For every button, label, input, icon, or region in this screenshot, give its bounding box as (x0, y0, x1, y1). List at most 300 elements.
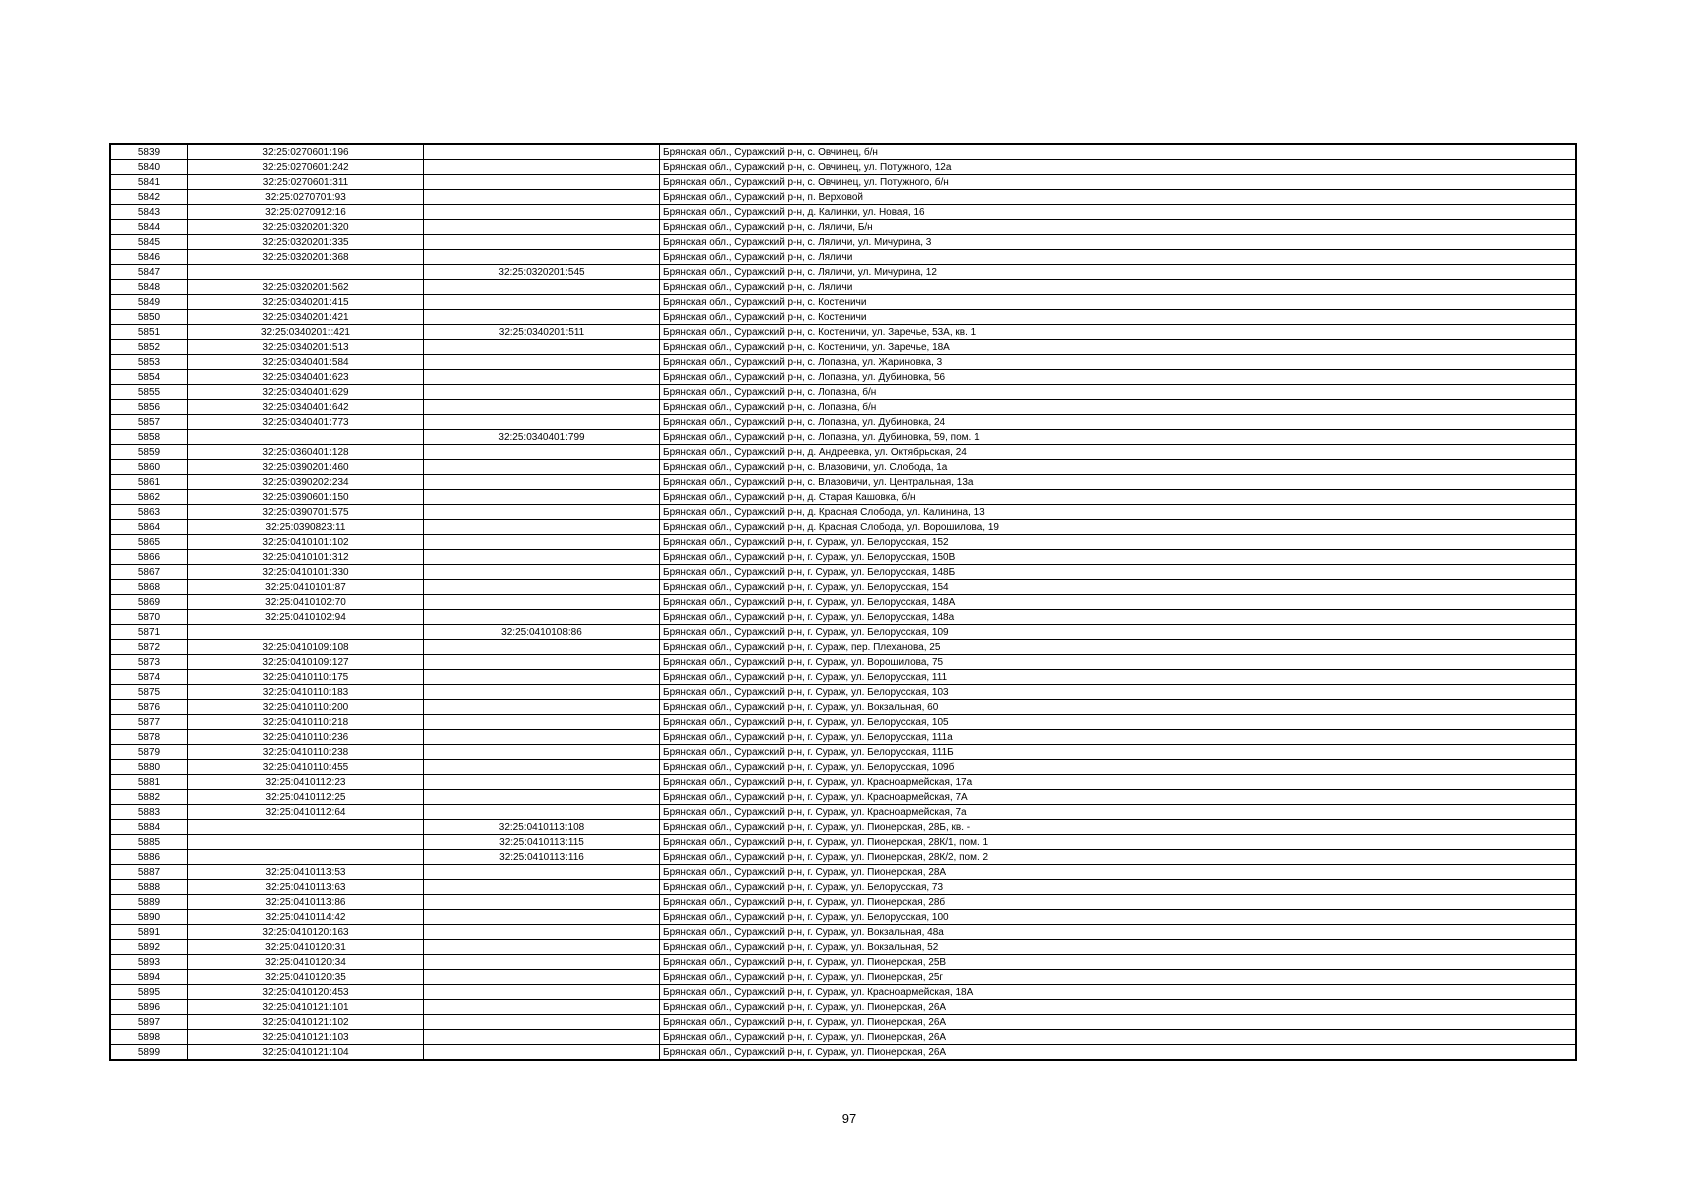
cadastral-number-cell (188, 265, 424, 280)
table-row (110, 850, 1576, 865)
cadastral-number-cell: 32:25:0410120:163 (188, 925, 424, 940)
address-cell: Брянская обл., Суражский р-н, г. Сураж, ул. Красноармейская, 18А (660, 985, 1577, 1000)
cadastral-number-2-cell (424, 355, 660, 370)
cadastral-number-cell: 32:25:0410110:218 (188, 715, 424, 730)
table-row (110, 685, 1576, 700)
address-cell: Брянская обл., Суражский р-н, с. Влазовичи, ул. Центральная, 13а (660, 475, 1577, 490)
table-row (110, 295, 1576, 310)
table-row (110, 565, 1576, 580)
cadastral-number-cell: 32:25:0340401:584 (188, 355, 424, 370)
cadastral-number-2-cell (424, 505, 660, 520)
cadastral-number-cell: 32:25:0320201:320 (188, 220, 424, 235)
table-row (110, 355, 1576, 370)
address-cell: Брянская обл., Суражский р-н, г. Сураж, ул. Пионерская, 26А (660, 1045, 1577, 1061)
cadastral-number-cell: 32:25:0320201:562 (188, 280, 424, 295)
cadastral-number-cell: 32:25:0270601:311 (188, 175, 424, 190)
address-cell: Брянская обл., Суражский р-н, д. Красная Слобода, ул. Ворошилова, 19 (660, 520, 1577, 535)
cadastral-number-2-cell (424, 460, 660, 475)
table-row (110, 880, 1576, 895)
table-row (110, 925, 1576, 940)
cadastral-number-cell: 32:25:0410120:31 (188, 940, 424, 955)
address-cell: Брянская обл., Суражский р-н, г. Сураж, ул. Белорусская, 150В (660, 550, 1577, 565)
row-number-cell: 5874 (110, 670, 188, 685)
cadastral-number-cell: 32:25:0410110:175 (188, 670, 424, 685)
cadastral-number-cell: 32:25:0360401:128 (188, 445, 424, 460)
table-row (110, 385, 1576, 400)
cadastral-number-2-cell (424, 160, 660, 175)
cadastral-number-cell: 32:25:0340401:623 (188, 370, 424, 385)
row-number-cell: 5877 (110, 715, 188, 730)
cadastral-number-2-cell (424, 670, 660, 685)
cadastral-number-cell: 32:25:0340201::421 (188, 325, 424, 340)
address-cell: Брянская обл., Суражский р-н, г. Сураж, ул. Белорусская, 73 (660, 880, 1577, 895)
row-number-cell: 5847 (110, 265, 188, 280)
row-number-cell: 5888 (110, 880, 188, 895)
cadastral-number-cell: 32:25:0410121:103 (188, 1030, 424, 1045)
row-number-cell: 5851 (110, 325, 188, 340)
address-cell: Брянская обл., Суражский р-н, г. Сураж, ул. Красноармейская, 7А (660, 790, 1577, 805)
cadastral-number-cell (188, 625, 424, 640)
cadastral-number-cell: 32:25:0410110:238 (188, 745, 424, 760)
address-cell: Брянская обл., Суражский р-н, г. Сураж, ул. Белорусская, 109 (660, 625, 1577, 640)
cadastral-number-cell: 32:25:0410101:330 (188, 565, 424, 580)
cadastral-number-2-cell (424, 190, 660, 205)
table-row (110, 160, 1576, 175)
cadastral-number-2-cell (424, 1045, 660, 1061)
cadastral-number-2-cell: 32:25:0340401:799 (424, 430, 660, 445)
cadastral-number-cell: 32:25:0270701:93 (188, 190, 424, 205)
table-row (110, 415, 1576, 430)
table-row (110, 670, 1576, 685)
cadastral-number-2-cell (424, 700, 660, 715)
cadastral-number-cell: 32:25:0270601:196 (188, 144, 424, 160)
row-number-cell: 5894 (110, 970, 188, 985)
cadastral-number-2-cell (424, 205, 660, 220)
table-row (110, 970, 1576, 985)
row-number-cell: 5844 (110, 220, 188, 235)
cadastral-number-2-cell (424, 775, 660, 790)
cadastral-number-2-cell (424, 295, 660, 310)
cadastral-number-cell: 32:25:0410109:108 (188, 640, 424, 655)
address-cell: Брянская обл., Суражский р-н, г. Сураж, ул. Белорусская, 100 (660, 910, 1577, 925)
cadastral-number-2-cell (424, 925, 660, 940)
cadastral-number-cell: 32:25:0390202:234 (188, 475, 424, 490)
row-number-cell: 5865 (110, 535, 188, 550)
cadastral-number-2-cell (424, 1000, 660, 1015)
row-number-cell: 5849 (110, 295, 188, 310)
cadastral-number-2-cell (424, 310, 660, 325)
address-cell: Брянская обл., Суражский р-н, г. Сураж, ул. Белорусская, 148Б (660, 565, 1577, 580)
cadastral-table-body (110, 144, 1576, 1060)
table-row (110, 310, 1576, 325)
address-cell: Брянская обл., Суражский р-н, г. Сураж, ул. Пионерская, 28К/2, пом. 2 (660, 850, 1577, 865)
table-row (110, 580, 1576, 595)
cadastral-number-2-cell (424, 880, 660, 895)
address-cell: Брянская обл., Суражский р-н, г. Сураж, ул. Вокзальная, 48а (660, 925, 1577, 940)
address-cell: Брянская обл., Суражский р-н, с. Овчинец, ул. Потужного, б/н (660, 175, 1577, 190)
table-row (110, 895, 1576, 910)
cadastral-number-2-cell: 32:25:0320201:545 (424, 265, 660, 280)
cadastral-number-2-cell (424, 790, 660, 805)
cadastral-number-cell: 32:25:0410121:102 (188, 1015, 424, 1030)
cadastral-number-cell: 32:25:0410109:127 (188, 655, 424, 670)
address-cell: Брянская обл., Суражский р-н, с. Лопазна, ул. Дубиновка, 56 (660, 370, 1577, 385)
address-cell: Брянская обл., Суражский р-н, г. Сураж, пер. Плеханова, 25 (660, 640, 1577, 655)
cadastral-number-cell: 32:25:0390201:460 (188, 460, 424, 475)
table-row (110, 820, 1576, 835)
cadastral-number-2-cell (424, 655, 660, 670)
table-row (110, 445, 1576, 460)
table-row (110, 205, 1576, 220)
cadastral-number-cell: 32:25:0410110:455 (188, 760, 424, 775)
address-cell: Брянская обл., Суражский р-н, д. Калинки, ул. Новая, 16 (660, 205, 1577, 220)
address-cell: Брянская обл., Суражский р-н, г. Сураж, ул. Вокзальная, 60 (660, 700, 1577, 715)
cadastral-number-cell (188, 820, 424, 835)
address-cell: Брянская обл., Суражский р-н, г. Сураж, ул. Белорусская, 152 (660, 535, 1577, 550)
address-cell: Брянская обл., Суражский р-н, г. Сураж, ул. Белорусская, 111а (660, 730, 1577, 745)
cadastral-number-cell: 32:25:0340201:421 (188, 310, 424, 325)
cadastral-number-2-cell (424, 235, 660, 250)
cadastral-number-2-cell (424, 760, 660, 775)
row-number-cell: 5884 (110, 820, 188, 835)
cadastral-number-2-cell (424, 895, 660, 910)
address-cell: Брянская обл., Суражский р-н, с. Ляличи (660, 250, 1577, 265)
row-number-cell: 5885 (110, 835, 188, 850)
row-number-cell: 5898 (110, 1030, 188, 1045)
address-cell: Брянская обл., Суражский р-н, с. Костеничи, ул. Заречье, 18А (660, 340, 1577, 355)
row-number-cell: 5875 (110, 685, 188, 700)
cadastral-number-2-cell (424, 415, 660, 430)
cadastral-number-cell: 32:25:0410102:70 (188, 595, 424, 610)
row-number-cell: 5897 (110, 1015, 188, 1030)
address-cell: Брянская обл., Суражский р-н, с. Овчинец, ул. Потужного, 12а (660, 160, 1577, 175)
cadastral-number-cell: 32:25:0270601:242 (188, 160, 424, 175)
row-number-cell: 5853 (110, 355, 188, 370)
address-cell: Брянская обл., Суражский р-н, г. Сураж, ул. Белорусская, 148А (660, 595, 1577, 610)
address-cell: Брянская обл., Суражский р-н, г. Сураж, ул. Белорусская, 154 (660, 580, 1577, 595)
table-row (110, 460, 1576, 475)
cadastral-number-2-cell (424, 970, 660, 985)
cadastral-number-2-cell (424, 730, 660, 745)
cadastral-number-cell (188, 835, 424, 850)
row-number-cell: 5891 (110, 925, 188, 940)
table-row (110, 190, 1576, 205)
cadastral-number-2-cell (424, 865, 660, 880)
address-cell: Брянская обл., Суражский р-н, г. Сураж, ул. Белорусская, 109б (660, 760, 1577, 775)
cadastral-number-cell: 32:25:0410121:104 (188, 1045, 424, 1061)
address-cell: Брянская обл., Суражский р-н, с. Костеничи (660, 295, 1577, 310)
row-number-cell: 5887 (110, 865, 188, 880)
table-row (110, 595, 1576, 610)
address-cell: Брянская обл., Суражский р-н, с. Лопазна, б/н (660, 385, 1577, 400)
table-row (110, 370, 1576, 385)
cadastral-number-cell: 32:25:0410110:200 (188, 700, 424, 715)
row-number-cell: 5895 (110, 985, 188, 1000)
cadastral-table (109, 143, 1577, 1061)
row-number-cell: 5870 (110, 610, 188, 625)
row-number-cell: 5890 (110, 910, 188, 925)
table-row (110, 505, 1576, 520)
cadastral-number-cell: 32:25:0410114:42 (188, 910, 424, 925)
row-number-cell: 5859 (110, 445, 188, 460)
table-row (110, 280, 1576, 295)
table-row (110, 865, 1576, 880)
row-number-cell: 5876 (110, 700, 188, 715)
row-number-cell: 5882 (110, 790, 188, 805)
table-row (110, 910, 1576, 925)
address-cell: Брянская обл., Суражский р-н, с. Ляличи (660, 280, 1577, 295)
row-number-cell: 5857 (110, 415, 188, 430)
row-number-cell: 5841 (110, 175, 188, 190)
table-row (110, 520, 1576, 535)
row-number-cell: 5840 (110, 160, 188, 175)
row-number-cell: 5879 (110, 745, 188, 760)
row-number-cell: 5854 (110, 370, 188, 385)
row-number-cell: 5855 (110, 385, 188, 400)
row-number-cell: 5850 (110, 310, 188, 325)
cadastral-number-cell: 32:25:0410113:86 (188, 895, 424, 910)
address-cell: Брянская обл., Суражский р-н, г. Сураж, ул. Красноармейская, 7а (660, 805, 1577, 820)
row-number-cell: 5883 (110, 805, 188, 820)
cadastral-number-cell: 32:25:0340401:773 (188, 415, 424, 430)
table-row (110, 760, 1576, 775)
address-cell: Брянская обл., Суражский р-н, г. Сураж, ул. Пионерская, 25В (660, 955, 1577, 970)
address-cell: Брянская обл., Суражский р-н, г. Сураж, ул. Белорусская, 103 (660, 685, 1577, 700)
address-cell: Брянская обл., Суражский р-н, г. Сураж, ул. Пионерская, 26А (660, 1030, 1577, 1045)
cadastral-number-2-cell (424, 535, 660, 550)
table-row (110, 1030, 1576, 1045)
table-row (110, 265, 1576, 280)
cadastral-number-2-cell (424, 985, 660, 1000)
table-row (110, 550, 1576, 565)
cadastral-number-cell: 32:25:0340401:629 (188, 385, 424, 400)
row-number-cell: 5842 (110, 190, 188, 205)
table-row (110, 235, 1576, 250)
row-number-cell: 5858 (110, 430, 188, 445)
row-number-cell: 5860 (110, 460, 188, 475)
row-number-cell: 5862 (110, 490, 188, 505)
cadastral-number-2-cell (424, 475, 660, 490)
cadastral-number-2-cell (424, 1015, 660, 1030)
cadastral-number-2-cell (424, 144, 660, 160)
cadastral-number-cell: 32:25:0410121:101 (188, 1000, 424, 1015)
cadastral-number-cell: 32:25:0410110:183 (188, 685, 424, 700)
cadastral-number-2-cell: 32:25:0410108:86 (424, 625, 660, 640)
row-number-cell: 5899 (110, 1045, 188, 1061)
cadastral-number-cell: 32:25:0410113:63 (188, 880, 424, 895)
table-row (110, 490, 1576, 505)
row-number-cell: 5867 (110, 565, 188, 580)
table-row (110, 955, 1576, 970)
row-number-cell: 5880 (110, 760, 188, 775)
row-number-cell: 5886 (110, 850, 188, 865)
address-cell: Брянская обл., Суражский р-н, г. Сураж, ул. Пионерская, 28Б, кв. - (660, 820, 1577, 835)
address-cell: Брянская обл., Суражский р-н, г. Сураж, ул. Вокзальная, 52 (660, 940, 1577, 955)
table-row (110, 805, 1576, 820)
cadastral-number-2-cell (424, 745, 660, 760)
cadastral-number-cell: 32:25:0340401:642 (188, 400, 424, 415)
address-cell: Брянская обл., Суражский р-н, д. Старая Кашовка, б/н (660, 490, 1577, 505)
cadastral-number-cell: 32:25:0390823:11 (188, 520, 424, 535)
address-cell: Брянская обл., Суражский р-н, г. Сураж, ул. Пионерская, 28А (660, 865, 1577, 880)
address-cell: Брянская обл., Суражский р-н, с. Ляличи, ул. Мичурина, 12 (660, 265, 1577, 280)
cadastral-number-2-cell (424, 565, 660, 580)
address-cell: Брянская обл., Суражский р-н, с. Ляличи, ул. Мичурина, 3 (660, 235, 1577, 250)
table-row (110, 655, 1576, 670)
address-cell: Брянская обл., Суражский р-н, с. Влазовичи, ул. Слобода, 1а (660, 460, 1577, 475)
row-number-cell: 5845 (110, 235, 188, 250)
address-cell: Брянская обл., Суражский р-н, с. Лопазна, ул. Дубиновка, 59, пом. 1 (660, 430, 1577, 445)
cadastral-number-2-cell (424, 370, 660, 385)
cadastral-number-2-cell (424, 1030, 660, 1045)
table-row (110, 640, 1576, 655)
address-cell: Брянская обл., Суражский р-н, г. Сураж, ул. Пионерская, 26А (660, 1015, 1577, 1030)
row-number-cell: 5864 (110, 520, 188, 535)
cadastral-number-cell: 32:25:0410102:94 (188, 610, 424, 625)
row-number-cell: 5846 (110, 250, 188, 265)
cadastral-number-cell: 32:25:0410112:25 (188, 790, 424, 805)
table-row (110, 790, 1576, 805)
cadastral-number-2-cell (424, 250, 660, 265)
table-row (110, 1015, 1576, 1030)
cadastral-number-cell: 32:25:0410120:34 (188, 955, 424, 970)
address-cell: Брянская обл., Суражский р-н, г. Сураж, ул. Пионерская, 28К/1, пом. 1 (660, 835, 1577, 850)
table-row (110, 715, 1576, 730)
cadastral-number-2-cell: 32:25:0410113:108 (424, 820, 660, 835)
cadastral-number-2-cell: 32:25:0410113:115 (424, 835, 660, 850)
cadastral-number-2-cell: 32:25:0410113:116 (424, 850, 660, 865)
address-cell: Брянская обл., Суражский р-н, с. Лопазна, б/н (660, 400, 1577, 415)
cadastral-number-2-cell: 32:25:0340201:511 (424, 325, 660, 340)
cadastral-number-cell: 32:25:0320201:335 (188, 235, 424, 250)
cadastral-number-2-cell (424, 715, 660, 730)
row-number-cell: 5893 (110, 955, 188, 970)
table-row (110, 400, 1576, 415)
cadastral-number-cell: 32:25:0410110:236 (188, 730, 424, 745)
cadastral-number-2-cell (424, 175, 660, 190)
cadastral-number-cell: 32:25:0320201:368 (188, 250, 424, 265)
row-number-cell: 5892 (110, 940, 188, 955)
cadastral-number-cell: 32:25:0410113:53 (188, 865, 424, 880)
row-number-cell: 5852 (110, 340, 188, 355)
address-cell: Брянская обл., Суражский р-н, с. Костеничи (660, 310, 1577, 325)
address-cell: Брянская обл., Суражский р-н, г. Сураж, ул. Ворошилова, 75 (660, 655, 1577, 670)
cadastral-number-2-cell (424, 550, 660, 565)
address-cell: Брянская обл., Суражский р-н, г. Сураж, ул. Белорусская, 105 (660, 715, 1577, 730)
cadastral-number-2-cell (424, 280, 660, 295)
table-row (110, 625, 1576, 640)
address-cell: Брянская обл., Суражский р-н, п. Верховой (660, 190, 1577, 205)
row-number-cell: 5848 (110, 280, 188, 295)
row-number-cell: 5872 (110, 640, 188, 655)
cadastral-number-2-cell (424, 385, 660, 400)
row-number-cell: 5861 (110, 475, 188, 490)
cadastral-number-2-cell (424, 580, 660, 595)
cadastral-number-2-cell (424, 220, 660, 235)
cadastral-number-2-cell (424, 640, 660, 655)
row-number-cell: 5889 (110, 895, 188, 910)
table-row (110, 1000, 1576, 1015)
row-number-cell: 5868 (110, 580, 188, 595)
cadastral-number-2-cell (424, 805, 660, 820)
cadastral-number-2-cell (424, 910, 660, 925)
table-row (110, 250, 1576, 265)
row-number-cell: 5856 (110, 400, 188, 415)
table-row (110, 325, 1576, 340)
cadastral-number-cell: 32:25:0340201:415 (188, 295, 424, 310)
cadastral-number-cell: 32:25:0410120:35 (188, 970, 424, 985)
cadastral-number-2-cell (424, 340, 660, 355)
address-cell: Брянская обл., Суражский р-н, г. Сураж, ул. Белорусская, 111Б (660, 745, 1577, 760)
row-number-cell: 5869 (110, 595, 188, 610)
table-row (110, 610, 1576, 625)
table-row (110, 475, 1576, 490)
cadastral-number-2-cell (424, 685, 660, 700)
table-row (110, 730, 1576, 745)
address-cell: Брянская обл., Суражский р-н, д. Красная Слобода, ул. Калинина, 13 (660, 505, 1577, 520)
cadastral-number-2-cell (424, 610, 660, 625)
cadastral-number-2-cell (424, 400, 660, 415)
row-number-cell: 5839 (110, 144, 188, 160)
address-cell: Брянская обл., Суражский р-н, г. Сураж, ул. Красноармейская, 17а (660, 775, 1577, 790)
row-number-cell: 5896 (110, 1000, 188, 1015)
table-row (110, 745, 1576, 760)
table-row (110, 1045, 1576, 1061)
cadastral-number-cell: 32:25:0410112:64 (188, 805, 424, 820)
address-cell: Брянская обл., Суражский р-н, г. Сураж, ул. Пионерская, 25г (660, 970, 1577, 985)
table-row (110, 175, 1576, 190)
table-row (110, 220, 1576, 235)
row-number-cell: 5863 (110, 505, 188, 520)
cadastral-number-2-cell (424, 445, 660, 460)
cadastral-number-cell (188, 850, 424, 865)
address-cell: Брянская обл., Суражский р-н, с. Лопазна, ул. Дубиновка, 24 (660, 415, 1577, 430)
cadastral-number-cell: 32:25:0410112:23 (188, 775, 424, 790)
address-cell: Брянская обл., Суражский р-н, д. Андреевка, ул. Октябрьская, 24 (660, 445, 1577, 460)
cadastral-number-cell: 32:25:0390701:575 (188, 505, 424, 520)
table-row (110, 535, 1576, 550)
address-cell: Брянская обл., Суражский р-н, г. Сураж, ул. Пионерская, 26А (660, 1000, 1577, 1015)
cadastral-number-2-cell (424, 520, 660, 535)
cadastral-number-cell: 32:25:0410101:87 (188, 580, 424, 595)
address-cell: Брянская обл., Суражский р-н, с. Лопазна, ул. Жариновка, 3 (660, 355, 1577, 370)
page-number: 97 (841, 1111, 857, 1126)
table-row (110, 985, 1576, 1000)
address-cell: Брянская обл., Суражский р-н, г. Сураж, ул. Белорусская, 148а (660, 610, 1577, 625)
address-cell: Брянская обл., Суражский р-н, с. Костеничи, ул. Заречье, 53А, кв. 1 (660, 325, 1577, 340)
cadastral-number-2-cell (424, 595, 660, 610)
address-cell: Брянская обл., Суражский р-н, г. Сураж, ул. Пионерская, 28б (660, 895, 1577, 910)
cadastral-number-cell: 32:25:0270912:16 (188, 205, 424, 220)
cadastral-number-cell: 32:25:0410101:102 (188, 535, 424, 550)
cadastral-number-cell: 32:25:0390601:150 (188, 490, 424, 505)
cadastral-number-cell: 32:25:0340201:513 (188, 340, 424, 355)
table-row (110, 835, 1576, 850)
row-number-cell: 5866 (110, 550, 188, 565)
address-cell: Брянская обл., Суражский р-н, г. Сураж, ул. Белорусская, 111 (660, 670, 1577, 685)
table-row (110, 940, 1576, 955)
address-cell: Брянская обл., Суражский р-н, с. Овчинец, б/н (660, 144, 1577, 160)
table-row (110, 700, 1576, 715)
row-number-cell: 5873 (110, 655, 188, 670)
cadastral-number-2-cell (424, 940, 660, 955)
row-number-cell: 5878 (110, 730, 188, 745)
table-row (110, 144, 1576, 160)
cadastral-number-2-cell (424, 955, 660, 970)
table-row (110, 340, 1576, 355)
cadastral-number-cell: 32:25:0410120:453 (188, 985, 424, 1000)
row-number-cell: 5881 (110, 775, 188, 790)
